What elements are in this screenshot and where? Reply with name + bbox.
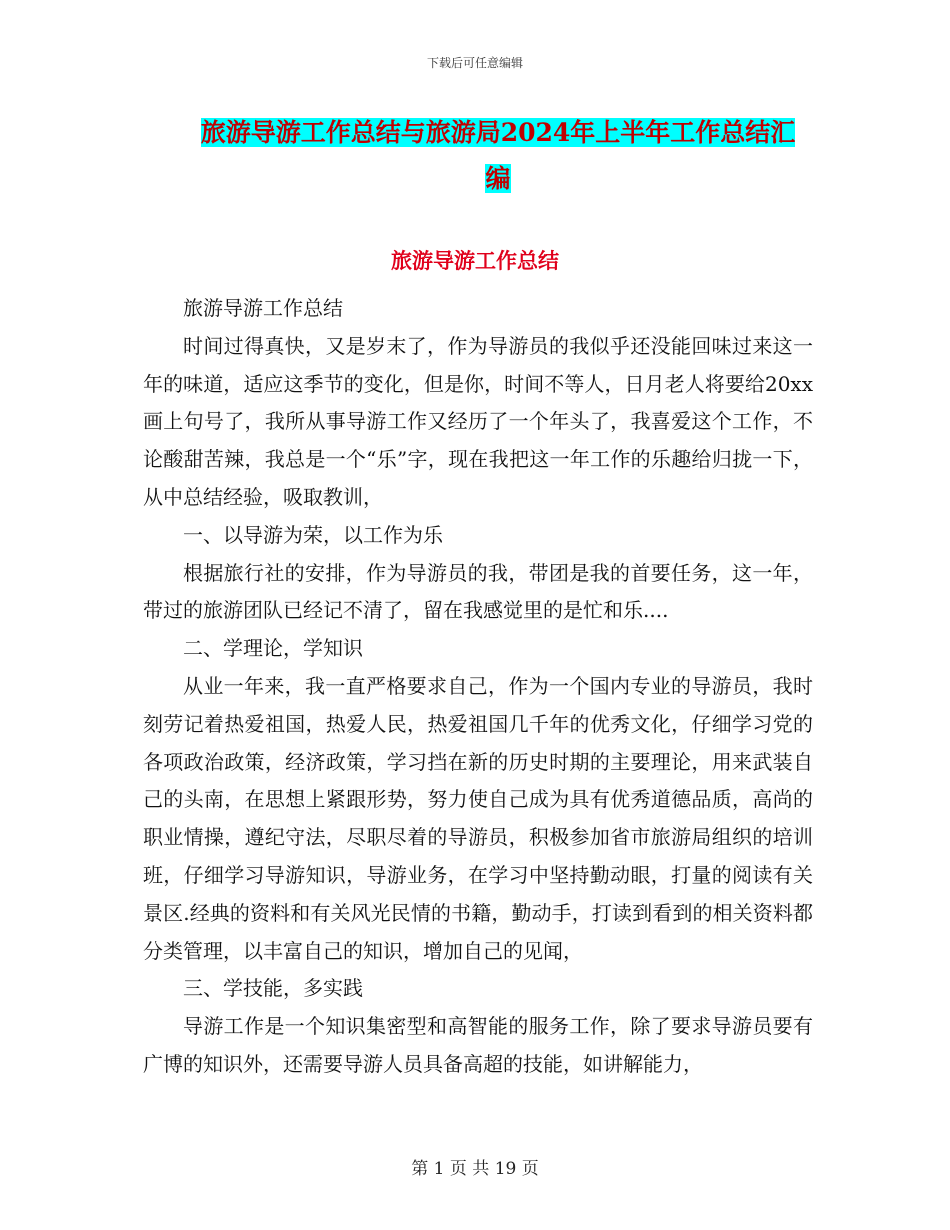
paragraph: 根据旅行社的安排，作为导游员的我，带团是我的首要任务，这一年，带过的旅游团队已经记不清了，留在我感觉里的是忙和乐....: [143, 560, 813, 623]
document-title-line-2: 编: [485, 164, 511, 193]
paragraph-heading: 一、以导游为荣，以工作为乐: [183, 522, 443, 547]
section-title: 旅游导游工作总结: [391, 248, 559, 273]
paragraph: 旅游导游工作总结: [183, 296, 343, 320]
paragraph-heading: 三、学技能，多实践: [183, 976, 363, 1001]
document-title-line-1: 旅游导游工作总结与旅游局2024年上半年工作总结汇: [200, 118, 796, 147]
body-text: [143, 290, 813, 1084]
page-number-footer: 第 1 页 共 19 页: [411, 1159, 539, 1179]
paragraph: 从业一年来，我一直严格要求自己，作为一个国内专业的导游员，我时刻劳记着热爱祖国，热爱人民，热爱祖国几千年的优秀文化，仔细学习党的各项政治政策，经济政策，学习挡在新的历史时期的主要理论，用来武装自己的头南，在思想上紧跟形势，努力使自己成为具有优秀道德品质，高尚的职业情操，遵纪守法，尽职尽着的导游员，积极参加省市旅游局组织的培训班，仔细学习导游知识，导游业务，在学习中坚持勤动眼，打量的阅读有关景区.经典的资料和有关风光民情的书籍，勤动手，打读到看到的相关资料都分类管理，以丰富自己的知识，增加自己的见闻，: [143, 673, 813, 963]
paragraph: 导游工作是一个知识集密型和高智能的服务工作，除了要求导游员要有广博的知识外，还需要导游人员具备高超的技能，如讲解能力，: [143, 1014, 813, 1076]
paragraph: 时间过得真快，又是岁末了，作为导游员的我似乎还没能回味过来这一年的味道，适应这季节的变化，但是你，时间不等人，日月老人将要给20xx画上句号了，我所从事导游工作又经历了一个年头了，我喜爱这个工作，不论酸甜苦辣，我总是一个“乐”字，现在我把这一年工作的乐趣给归拢一下，从中总结经验，吸取教训，: [143, 333, 813, 509]
paragraph-heading: 二、学理论，学知识: [183, 636, 363, 661]
header-note: 下载后可任意编辑: [426, 56, 523, 70]
document-title: [188, 110, 808, 202]
